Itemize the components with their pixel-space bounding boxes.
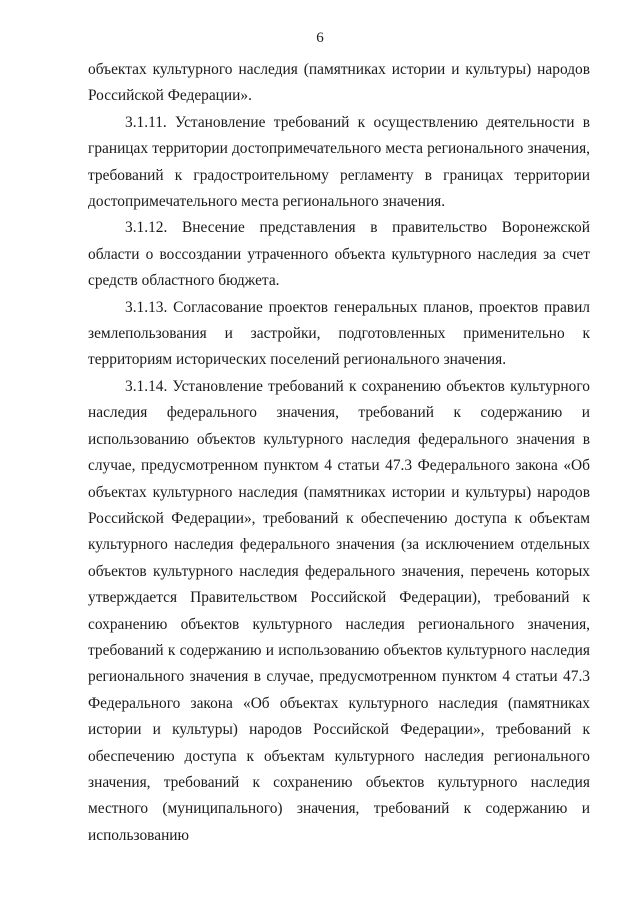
paragraph-3-1-11: 3.1.11. Установление требований к осуществлению деятельности в границах территории достопримечательного места регионального значения, требований к градостроительному регламенту в границах территории достопримечательного места регионального значения. <box>88 113 590 211</box>
paragraph-3-1-14: 3.1.14. Установление требований к сохранению объектов культурного наследия федерального значения, требований к содержанию и использованию объектов культурного наследия федерального значения в случае, предусмотренном пунктом 4 статьи 47.3 Федерального закона «Об объектах культурного наследия (памятниках истории и культуры) народов Российской Федерации», требований к обеспечению доступа к объектам культурного наследия федерального значения (за исключением отдельных объектов культурного наследия федерального значения, перечень которых утверждается Правительством Российской Федерации), требований к сохранению объектов культурного наследия регионального значения, требований к содержанию и использованию объектов культурного наследия регионального значения в случае, предусмотренном пунктом 4 статьи 47.3 Федерального закона «Об объектах культурного наследия (памятниках истории и культуры) народов Российской Федерации», требований к обеспечению доступа к объектам культурного наследия регионального значения, требований к сохранению объектов культурного наследия местного (муниципального) значения, требований к содержанию и использованию <box>88 377 590 844</box>
paragraph-3-1-12: 3.1.12. Внесение представления в правительство Воронежской области о воссоздании утраченного объекта культурного наследия за счет средств областного бюджета. <box>88 219 590 290</box>
paragraph-3-1-13: 3.1.13. Согласование проектов генеральных планов, проектов правил землепользования и застройки, подготовленных применительно к территориям исторических поселений регионального значения. <box>88 298 590 369</box>
page-number: 6 <box>316 30 324 46</box>
document-body <box>88 57 590 849</box>
paragraph-continuation: объектах культурного наследия (памятниках истории и культуры) народов Российской Федерации». <box>88 61 590 105</box>
